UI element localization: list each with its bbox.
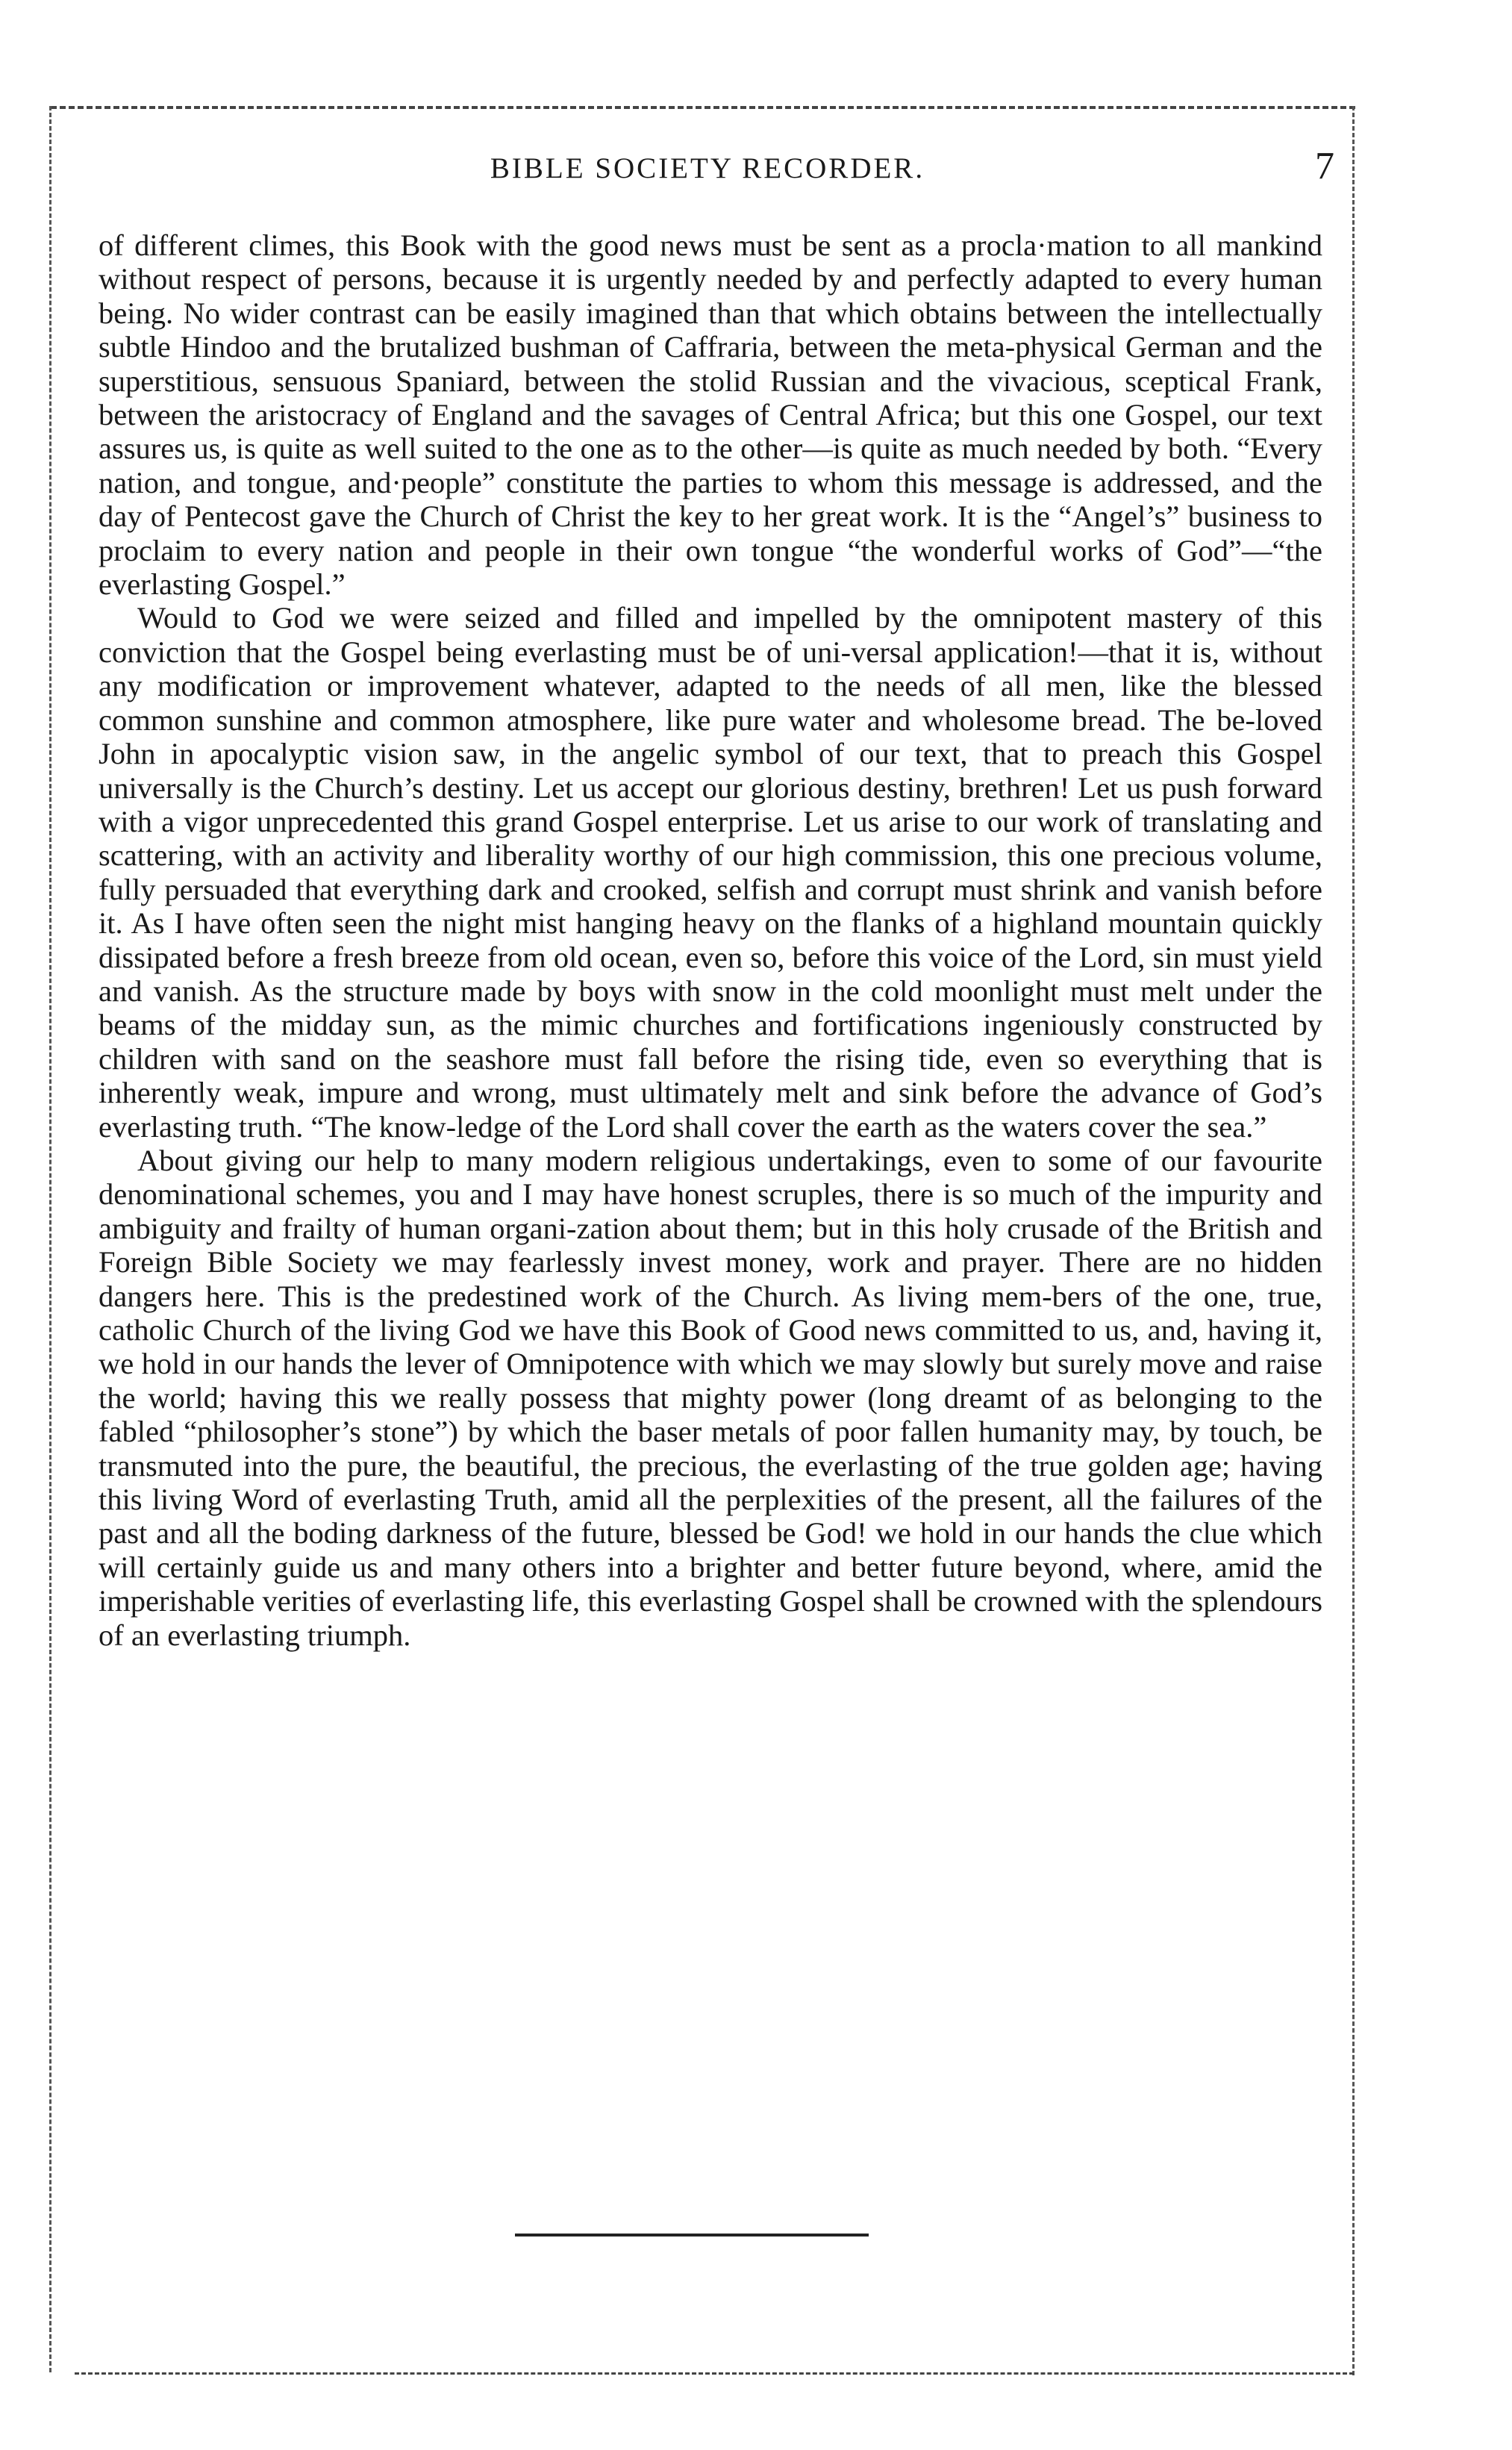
page-border-bottom xyxy=(75,2372,1354,2375)
end-rule xyxy=(515,2234,869,2237)
running-title: BIBLE SOCIETY RECORDER. xyxy=(490,152,925,184)
page-header xyxy=(81,146,1334,206)
paragraph-1: of different climes, this Book with the good news must be sent as a procla·mation to all mankind without respect of persons, because it is urgently needed by and perfectly adapted to every human being. No wider contrast can be easily imagined than that which obtains between the intellectually subtle Hindoo and the brutalized bushman of Caffraria, between the meta-physical German and the superstitious, sensuous Spaniard, between the stolid Russian and the vivacious, sceptical Frank, between the aristocracy of England and the savages of Central Africa; but this one Gospel, our text assures us, is quite as well suited to the one as to the other—is quite as much needed by both. “Every nation, and tongue, and·people” constitute the parties to whom this message is addressed, and the day of Pentecost gave the Church of Christ the key to her great work. It is the “Angel’s” business to proclaim to every nation and people in their own tongue “the wonderful works of God”—“the everlasting Gospel.” xyxy=(99,228,1322,602)
page-number: 7 xyxy=(1315,145,1334,187)
paragraph-3: About giving our help to many modern religious undertakings, even to some of our favourite denominational schemes, you and I may have honest scruples, there is so much of the impurity and ambiguity and frailty of human organi-zation about them; but in this holy crusade of the British and Foreign Bible Society we may fearlessly invest money, work and prayer. There are no hidden dangers here. This is the predestined work of the Church. As living mem-bers of the one, true, catholic Church of the living God we have this Book of Good news committed to us, and, having it, we hold in our hands the lever of Omnipotence with which we may slowly but surely move and raise the world; having this we really possess that mighty power (long dreamt of as belonging to the fabled “philosopher’s stone”) by which the baser metals of poor fallen humanity may, by touch, be transmuted into the pure, the beautiful, the precious, the everlasting of the true golden age; having this living Word of everlasting Truth, amid all the perplexities of the present, all the failures of the past and all the boding darkness of the future, blessed be God! we hold in our hands the clue which will certainly guide us and many others into a brighter and better future beyond, where, amid the imperishable verities of everlasting life, this everlasting Gospel shall be crowned with the splendours of an everlasting triumph. xyxy=(99,1143,1322,1652)
page-border-right xyxy=(1352,106,1355,2375)
page-border-left xyxy=(49,106,51,2372)
paragraph-2: Would to God we were seized and filled and impelled by the omnipotent mastery of this conviction that the Gospel being everlasting must be of uni-versal application!—that it is, without any modification or improvement whatever, adapted to the needs of all men, like the blessed common sunshine and common atmosphere, like pure water and wholesome bread. The be-loved John in apocalyptic vision saw, in the angelic symbol of our text, that to preach this Gospel universally is the Church’s destiny. Let us accept our glorious destiny, brethren! Let us push forward with a vigor unprecedented this grand Gospel enterprise. Let us arise to our work of translating and scattering, with an activity and liberality worthy of our high commission, this one precious volume, fully persuaded that everything dark and crooked, selfish and corrupt must shrink and vanish before it. As I have often seen the night mist hanging heavy on the flanks of a highland mountain quickly dissipated before a fresh breeze from old ocean, even so, before this voice of the Lord, sin must yield and vanish. As the structure made by boys with snow in the cold moonlight must melt under the beams of the midday sun, as the mimic churches and fortifications ingeniously constructed by children with sand on the seashore must fall before the rising tide, even so everything that is inherently weak, impure and wrong, must ultimately melt and sink before the advance of God’s everlasting truth. “The know-ledge of the Lord shall cover the earth as the waters cover the sea.” xyxy=(99,601,1322,1144)
article-body xyxy=(99,228,1322,1652)
page-border-top xyxy=(51,106,1355,109)
